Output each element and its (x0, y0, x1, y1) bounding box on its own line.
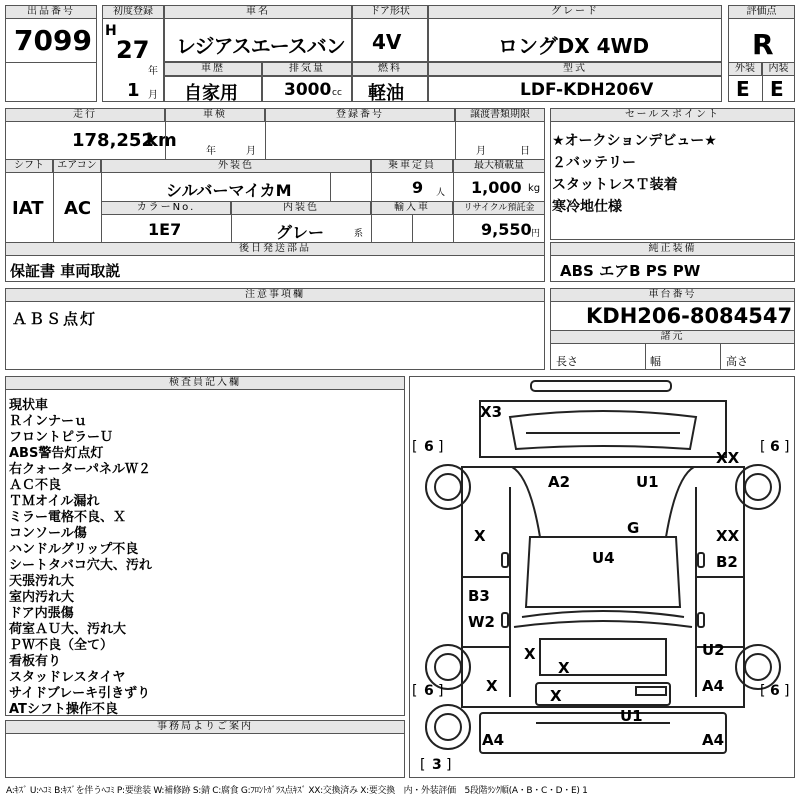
tire-mark-spare: 3 (432, 757, 442, 773)
inspector-line: 天張汚れ大 (9, 574, 75, 589)
car-name: レジアスエースバン (176, 34, 345, 58)
damage-code: A4 (702, 731, 725, 749)
later-parts: 保証書 車両取説 (10, 262, 121, 280)
damage-code: X (524, 645, 536, 663)
inspector-line: ＡＣ不良 (9, 478, 62, 493)
transfer-label: 譲渡書類期限 (455, 108, 545, 122)
inspector-line: サイドブレーキ引きずり (9, 686, 151, 701)
damage-code: B3 (468, 587, 490, 605)
selling-label: セールスポイント (550, 108, 795, 122)
capacity-unit: 人 (436, 188, 446, 198)
inspector-line: ＴＭオイル漏れ (9, 494, 100, 509)
selling-line: 寒冷地仕様 (552, 199, 622, 215)
tire-mark-fl: 6 (424, 439, 434, 455)
damage-code: G (627, 519, 640, 537)
tire-mark-fr: 6 (770, 439, 780, 455)
selling-line: スタットレスＴ装着 (552, 177, 678, 193)
mileage: 178,252 (72, 130, 154, 151)
ext-score-label: 外装 (728, 62, 762, 76)
specs-label: 諸元 (550, 330, 795, 344)
int-score: E (770, 77, 784, 101)
inspector-line: ABS警告灯点灯 (9, 446, 104, 461)
int-color-label: 内装色 (231, 201, 371, 215)
ext-score: E (736, 77, 750, 101)
inspector-line: ドア内張傷 (9, 606, 74, 621)
registration-year: 27 (116, 36, 150, 64)
damage-code: X (558, 659, 570, 677)
fuel-label: 燃料 (352, 62, 428, 76)
registration-year-unit: 年 (148, 66, 158, 77)
color-no-label: カラーNo. (101, 201, 231, 215)
car-name-label: 車名 (164, 5, 352, 19)
registration-month-unit: 月 (148, 90, 158, 101)
inspector-line: スタッドレスタイヤ (9, 670, 126, 685)
spec-width: 幅 (650, 355, 661, 368)
registration-label: 初度登録 (102, 5, 164, 19)
transfer-day-unit: 日 (520, 146, 530, 157)
inspector-line: ＰＷ不良（全て） (9, 638, 114, 653)
inspector-line: Ｒインナーｕ (9, 414, 88, 429)
displacement-label: 排気量 (262, 62, 352, 76)
inspector-line: 看板有り (9, 654, 62, 669)
damage-code: XX (716, 449, 740, 467)
inspection-month-unit: 月 (246, 146, 256, 157)
recycle-label: リサイクル預託金 (453, 201, 545, 215)
damage-code: XX (716, 527, 740, 545)
registration-month: 1 (127, 80, 140, 101)
ext-color-label: 外装色 (101, 159, 371, 173)
inspector-line: ミラー電格不良、Ｘ (9, 510, 127, 525)
inspector-label: 検査員記入欄 (5, 376, 405, 390)
history: 自家用 (184, 83, 238, 104)
transfer-month-unit: 月 (476, 146, 486, 157)
inspector-line: 荷室ＡＵ大、汚れ大 (9, 622, 127, 637)
inspector-line: フロントピラーＵ (9, 430, 114, 445)
damage-code: W2 (468, 613, 495, 631)
capacity: 9 (412, 178, 424, 197)
spec-height: 高さ (726, 355, 748, 368)
chassis-label: 車台番号 (550, 288, 795, 302)
recycle-unit: 円 (531, 229, 541, 239)
inspector-line: 現状車 (9, 398, 49, 413)
notes-label: 注意事項欄 (5, 288, 545, 302)
damage-code: X (474, 527, 486, 545)
int-score-label: 内装 (762, 62, 795, 76)
history-label: 車歴 (164, 62, 262, 76)
aircon: AC (64, 198, 92, 219)
ext-color: シルバーマイカM (166, 181, 292, 200)
damage-diagram: 6 6 6 6 3 [ ] [ ] [ ] [ ] [ ] X3 XX A2 U1 G X XX U4 B2 B3 W2 X X U2 X A4 X U1 A4 A4 (409, 376, 795, 778)
door-type: 4V (372, 30, 402, 54)
shift: IAT (12, 198, 44, 219)
mileage-label: 走行 (5, 108, 165, 122)
inspector-line: シートタバコ穴大、汚れ (9, 558, 152, 573)
shift-label: シフト (5, 159, 53, 173)
damage-code: X (486, 677, 498, 695)
office-label: 事務局よりご案内 (5, 720, 405, 734)
displacement-unit: cc (332, 88, 342, 98)
int-color: グレー (276, 223, 325, 242)
damage-code: U2 (702, 641, 725, 659)
mileage-unit: km (146, 130, 177, 151)
lot-number: 7099 (14, 24, 92, 57)
genuine-equipment: ABS エアB PS PW (560, 262, 701, 280)
grade: ロングDX 4WD (498, 34, 650, 58)
capacity-label: 乗車定員 (371, 159, 453, 173)
model-label: 型式 (428, 62, 722, 76)
reg-number-label: 登録番号 (265, 108, 455, 122)
max-load-label: 最大積載量 (453, 159, 545, 173)
damage-code: A4 (702, 677, 725, 695)
notes: ＡＢＳ点灯 (12, 310, 98, 328)
lot-label: 出品番号 (5, 5, 97, 19)
inspector-line: ハンドルグリップ不良 (9, 542, 139, 557)
van-outline (410, 377, 796, 779)
import-label: 輸入車 (371, 201, 453, 215)
inspector-line: コンソール傷 (9, 526, 87, 541)
score-label: 評価点 (728, 5, 795, 19)
genuine-label: 純正装備 (550, 242, 795, 256)
inspection-year-unit: 年 (206, 146, 216, 157)
selling-line: ２バッテリー (552, 155, 636, 171)
inspector-line: 室内汚れ大 (9, 590, 75, 605)
damage-code: U4 (592, 549, 615, 567)
damage-code: X (550, 687, 562, 705)
aircon-label: エアコン (53, 159, 101, 173)
spec-length: 長さ (556, 355, 578, 368)
tire-mark-rr: 6 (770, 683, 780, 699)
inspector-line: ATシフト操作不良 (9, 702, 118, 717)
max-load: 1,000 (471, 178, 522, 197)
legend: A:ｷｽﾞ U:ﾍｺﾐ B:ｷｽﾞを伴うﾍｺﾐ P:要塗装 W:補修跡 S:錆 C:腐食 G:ﾌﾛﾝﾄｶﾞﾗｽ点ｷｽﾞ XX:交換済み X:要交換 内・外装評価 5段階ﾗﾝｸ順(A・B・C・D・E) 1 (6, 786, 588, 796)
score-value: R (752, 28, 774, 61)
damage-code: U1 (620, 707, 643, 725)
fuel: 軽油 (368, 83, 404, 104)
color-no: 1E7 (148, 220, 182, 239)
displacement: 3000 (284, 80, 332, 100)
inspection-label: 車検 (165, 108, 265, 122)
chassis-number: KDH206-8084547 (586, 304, 793, 328)
damage-code: X3 (480, 403, 503, 421)
grade-label: グレード (428, 5, 722, 19)
damage-code: B2 (716, 553, 738, 571)
selling-line: ★オークションデビュー★ (552, 133, 717, 149)
damage-code: U1 (636, 473, 659, 491)
damage-code: A4 (482, 731, 505, 749)
registration-era: H (105, 23, 117, 39)
max-load-unit: kg (528, 183, 541, 194)
recycle: 9,550 (481, 220, 532, 239)
damage-code: A2 (548, 473, 571, 491)
int-color-unit: 系 (354, 229, 364, 239)
model: LDF-KDH206V (520, 80, 654, 100)
later-parts-label: 後日発送部品 (5, 242, 545, 256)
inspector-line: 右クォーターパネルＷ２ (9, 462, 151, 477)
door-label: ドア形状 (352, 5, 428, 19)
tire-mark-rl: 6 (424, 683, 434, 699)
